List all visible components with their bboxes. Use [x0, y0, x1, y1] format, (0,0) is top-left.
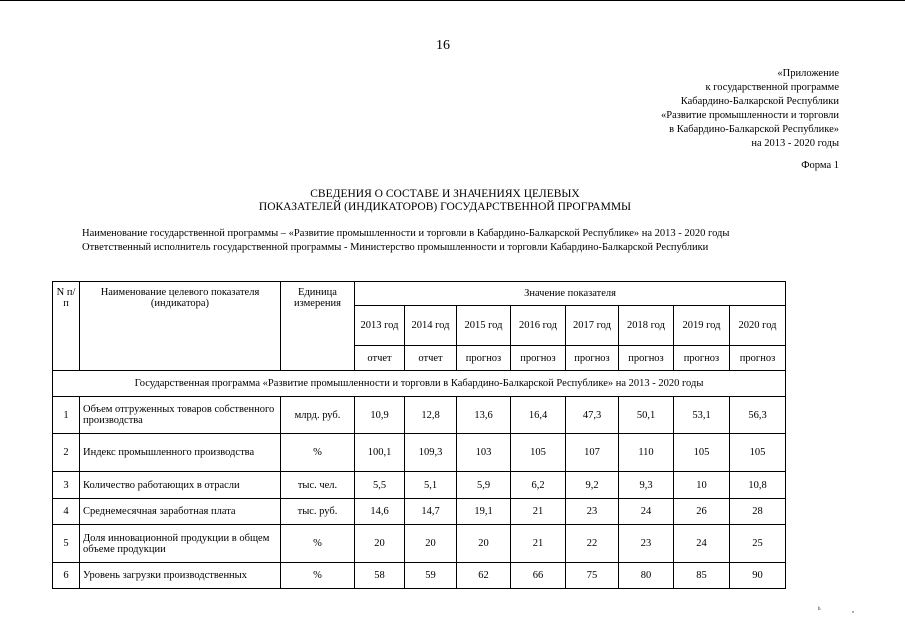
value-cell: 5,1	[405, 472, 457, 499]
value-cell: 105	[730, 434, 786, 472]
appendix-line: к государственной программе	[705, 82, 839, 93]
table-row	[53, 563, 786, 589]
year-cell: 2020 год	[730, 306, 786, 346]
form-label: Форма 1	[801, 160, 839, 171]
value-cell: 85	[674, 563, 730, 589]
value-cell: 10,8	[730, 472, 786, 499]
indicator-unit: %	[281, 525, 355, 563]
value-cell: 5,9	[457, 472, 511, 499]
value-cell: 47,3	[566, 397, 619, 434]
value-cell: 110	[619, 434, 674, 472]
value-cell: 5,5	[355, 472, 405, 499]
value-cell: 53,1	[674, 397, 730, 434]
table-row	[53, 499, 786, 525]
status-cell: прогноз	[730, 346, 786, 371]
year-cell: 2017 год	[566, 306, 619, 346]
program-info	[82, 227, 729, 255]
value-cell: 9,3	[619, 472, 674, 499]
indicator-unit: млрд. руб.	[281, 397, 355, 434]
value-cell: 14,7	[405, 499, 457, 525]
value-cell: 24	[619, 499, 674, 525]
value-cell: 62	[457, 563, 511, 589]
title-line-2: ПОКАЗАТЕЛЕЙ (ИНДИКАТОРОВ) ГОСУДАРСТВЕННОЙ ПРОГРАММЫ	[258, 201, 632, 213]
year-cell: 2015 год	[457, 306, 511, 346]
value-cell: 66	[511, 563, 566, 589]
table-row	[53, 472, 786, 499]
header-name: Наименование целевого показателя (индикатора)	[80, 282, 281, 371]
value-cell: 100,1	[355, 434, 405, 472]
value-cell: 107	[566, 434, 619, 472]
value-cell: 105	[511, 434, 566, 472]
indicator-name: Объем отгруженных товаров собственного производства	[80, 397, 281, 434]
indicator-unit: %	[281, 434, 355, 472]
year-cell: 2014 год	[405, 306, 457, 346]
value-cell: 56,3	[730, 397, 786, 434]
value-cell: 10	[674, 472, 730, 499]
value-cell: 28	[730, 499, 786, 525]
indicator-name: Среднемесячная заработная плата	[80, 499, 281, 525]
value-cell: 90	[730, 563, 786, 589]
value-cell: 75	[566, 563, 619, 589]
appendix-line: Кабардино-Балкарской Республики	[680, 96, 839, 107]
program-name: Наименование государственной программы – «Развитие промышленности и торговли в Кабардино-Балкарской Республике» на 2013 - 2020 годы	[82, 228, 730, 239]
header-unit: Единица измерения	[281, 282, 355, 371]
appendix-line: на 2013 - 2020 годы	[751, 138, 839, 149]
year-cell: 2019 год	[674, 306, 730, 346]
row-number: 4	[53, 499, 80, 525]
table-row	[53, 434, 786, 472]
value-cell: 21	[511, 525, 566, 563]
appendix-header	[661, 67, 839, 151]
row-number: 2	[53, 434, 80, 472]
value-cell: 9,2	[566, 472, 619, 499]
table-row	[53, 397, 786, 434]
value-cell: 59	[405, 563, 457, 589]
header-values: Значение показателя	[355, 282, 786, 306]
indicator-unit: %	[281, 563, 355, 589]
value-cell: 109,3	[405, 434, 457, 472]
value-cell: 26	[674, 499, 730, 525]
page-top-border	[0, 0, 905, 1]
value-cell: 23	[566, 499, 619, 525]
table-row	[53, 525, 786, 563]
value-cell: 21	[511, 499, 566, 525]
value-cell: 10,9	[355, 397, 405, 434]
value-cell: 6,2	[511, 472, 566, 499]
value-cell: 20	[355, 525, 405, 563]
status-cell: прогноз	[511, 346, 566, 371]
appendix-line: в Кабардино-Балкарской Республике»	[669, 124, 839, 135]
appendix-line: «Развитие промышленности и торговли	[661, 110, 839, 121]
header-num: N п/п	[53, 282, 80, 371]
value-cell: 103	[457, 434, 511, 472]
appendix-line: «Приложение	[777, 68, 839, 79]
value-cell: 22	[566, 525, 619, 563]
scan-speck: ,	[852, 605, 854, 614]
value-cell: 14,6	[355, 499, 405, 525]
status-cell: прогноз	[619, 346, 674, 371]
scan-speck: ʰ	[818, 605, 821, 614]
row-number: 6	[53, 563, 80, 589]
program-executor: Ответственный исполнитель государственной программы - Министерство промышленности и торговли Кабардино-Балкарской Республики	[82, 242, 709, 253]
indicator-name: Индекс промышленного производства	[80, 434, 281, 472]
indicator-unit: тыс. руб.	[281, 499, 355, 525]
row-number: 5	[53, 525, 80, 563]
indicator-name: Количество работающих в отрасли	[80, 472, 281, 499]
year-cell: 2016 год	[511, 306, 566, 346]
value-cell: 19,1	[457, 499, 511, 525]
title-line-1: СВЕДЕНИЯ О СОСТАВЕ И ЗНАЧЕНИЯХ ЦЕЛЕВЫХ	[310, 188, 580, 200]
status-cell: отчет	[405, 346, 457, 371]
row-number: 1	[53, 397, 80, 434]
year-cell: 2013 год	[355, 306, 405, 346]
status-cell: прогноз	[674, 346, 730, 371]
value-cell: 105	[674, 434, 730, 472]
value-cell: 50,1	[619, 397, 674, 434]
value-cell: 13,6	[457, 397, 511, 434]
header-row	[53, 282, 786, 306]
value-cell: 23	[619, 525, 674, 563]
value-cell: 16,4	[511, 397, 566, 434]
year-cell: 2018 год	[619, 306, 674, 346]
status-cell: прогноз	[457, 346, 511, 371]
value-cell: 80	[619, 563, 674, 589]
status-cell: отчет	[355, 346, 405, 371]
page-number: 16	[436, 38, 450, 53]
value-cell: 24	[674, 525, 730, 563]
status-cell: прогноз	[566, 346, 619, 371]
indicator-name: Доля инновационной продукции в общем объеме продукции	[80, 525, 281, 563]
indicator-unit: тыс. чел.	[281, 472, 355, 499]
section-row	[53, 371, 786, 397]
value-cell: 25	[730, 525, 786, 563]
value-cell: 12,8	[405, 397, 457, 434]
value-cell: 20	[405, 525, 457, 563]
section-title: Государственная программа «Развитие промышленности и торговли в Кабардино-Балкарской Республике» на 2013 - 2020 годы	[53, 371, 786, 397]
indicators-table	[52, 281, 786, 589]
indicator-name: Уровень загрузки производственных	[80, 563, 281, 589]
document-title	[200, 188, 690, 214]
value-cell: 20	[457, 525, 511, 563]
value-cell: 58	[355, 563, 405, 589]
row-number: 3	[53, 472, 80, 499]
